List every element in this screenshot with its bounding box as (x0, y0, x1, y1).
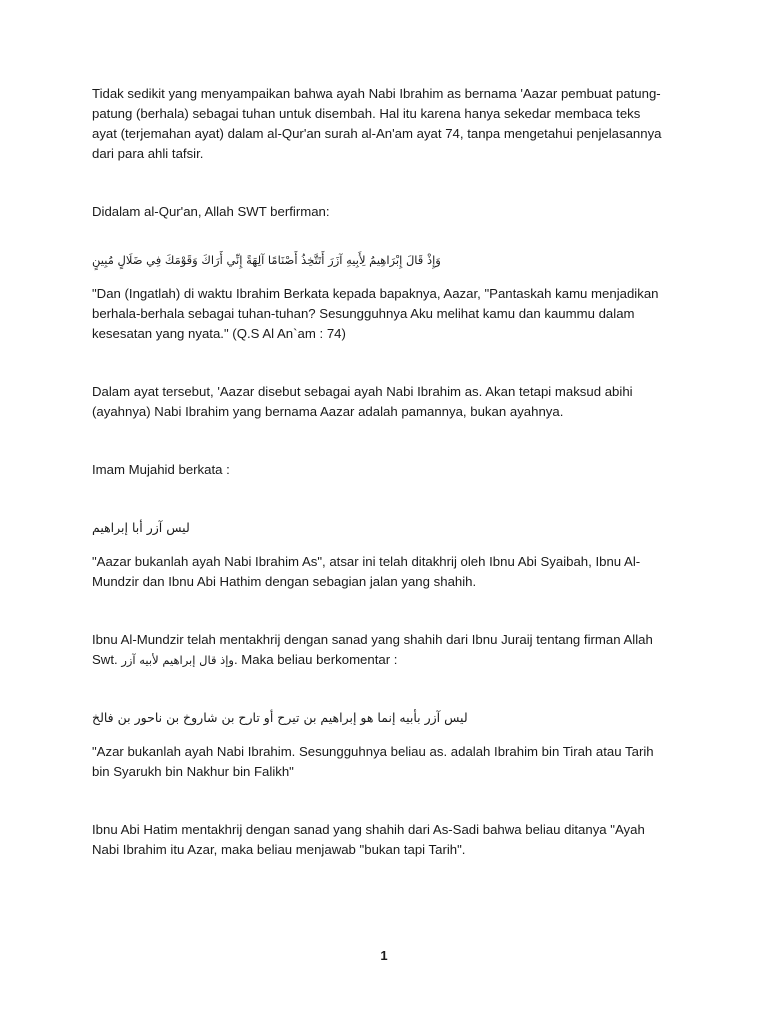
paragraph-ibnu-abi-hatim: Ibnu Abi Hatim mentakhrij dengan sanad yang shahih dari As-Sadi bahwa beliau ditanya "Ayah Nabi Ibrahim itu Azar, maka beliau menjawab "bukan tapi Tarih". (92, 822, 645, 857)
paragraph-juraij-translation: "Azar bukanlah ayah Nabi Ibrahim. Sesungguhnya beliau as. adalah Ibrahim bin Tirah atau Tarih bin Syarukh bin Nakhur bin Falikh" (92, 744, 654, 779)
paragraph-firman-intro: Didalam al-Qur'an, Allah SWT berfirman: (92, 204, 330, 219)
paragraph-intro: Tidak sedikit yang menyampaikan bahwa ayah Nabi Ibrahim as bernama 'Aazar pembuat patung-patung (berhala) sebagai tuhan untuk disembah. Hal itu karena hanya sekedar membaca teks ayat (terjemahan ayat) dalam al-Qur'an surah al-An'am ayat 74, tanpa mengetahui penjelasannya dari para ahli tafsir. (92, 86, 662, 161)
quran-verse-arabic: وَإِذْ قَالَ إِبْرَاهِيمُ لِأَبِيهِ آزَرَ أَتَتَّخِذُ أَصْنَامًا آلِهَةً إِنِّي أَرَاكَ وَقَوْمَكَ فِي ضَلَالٍ مُبِينٍ (92, 253, 441, 267)
paragraph-mujahid-heading: Imam Mujahid berkata : (92, 462, 230, 477)
arabic-mujahid-quote: ليس آزر أبا إبراهيم (92, 520, 190, 535)
paragraph-ibnu-al-mundzir (92, 630, 664, 670)
arabic-juraij-quote: ليس آزر بأبيه إنما هو إبراهيم بن تيرح أو تارح بن شاروخ بن ناحور بن فالخ (92, 710, 468, 725)
paragraph-ibnu-al-mundzir-text: Ibnu Al-Mundzir telah mentakhrij dengan sanad yang shahih dari Ibnu Juraij tentang firman Allah Swt. (92, 632, 653, 667)
document-body (92, 84, 664, 860)
paragraph-verse-translation: "Dan (Ingatlah) di waktu Ibrahim Berkata kepada bapaknya, Aazar, "Pantaskah kamu menjadikan berhala-berhala sebagai tuhan-tuhan? Sesungguhnya Aku melihat kamu dan kaummu dalam kesesatan yang nyata." (Q.S Al An`am : 74) (92, 286, 659, 341)
inline-arabic-verse: وإذ قال إبراهيم لأبيه آزر (121, 653, 234, 667)
paragraph-ibnu-al-mundzir-end: . Maka beliau berkomentar : (233, 652, 398, 667)
paragraph-mujahid-translation: "Aazar bukanlah ayah Nabi Ibrahim As", atsar ini telah ditakhrij oleh Ibnu Abi Syaibah, Ibnu Al-Mundzir dan Ibnu Abi Hathim dengan sebagian jalan yang shahih. (92, 554, 641, 589)
page-number: 1 (380, 948, 388, 963)
paragraph-explanation: Dalam ayat tersebut, 'Aazar disebut sebagai ayah Nabi Ibrahim as. Akan tetapi maksud abihi (ayahnya) Nabi Ibrahim yang bernama Aazar adalah pamannya, bukan ayahnya. (92, 384, 633, 419)
